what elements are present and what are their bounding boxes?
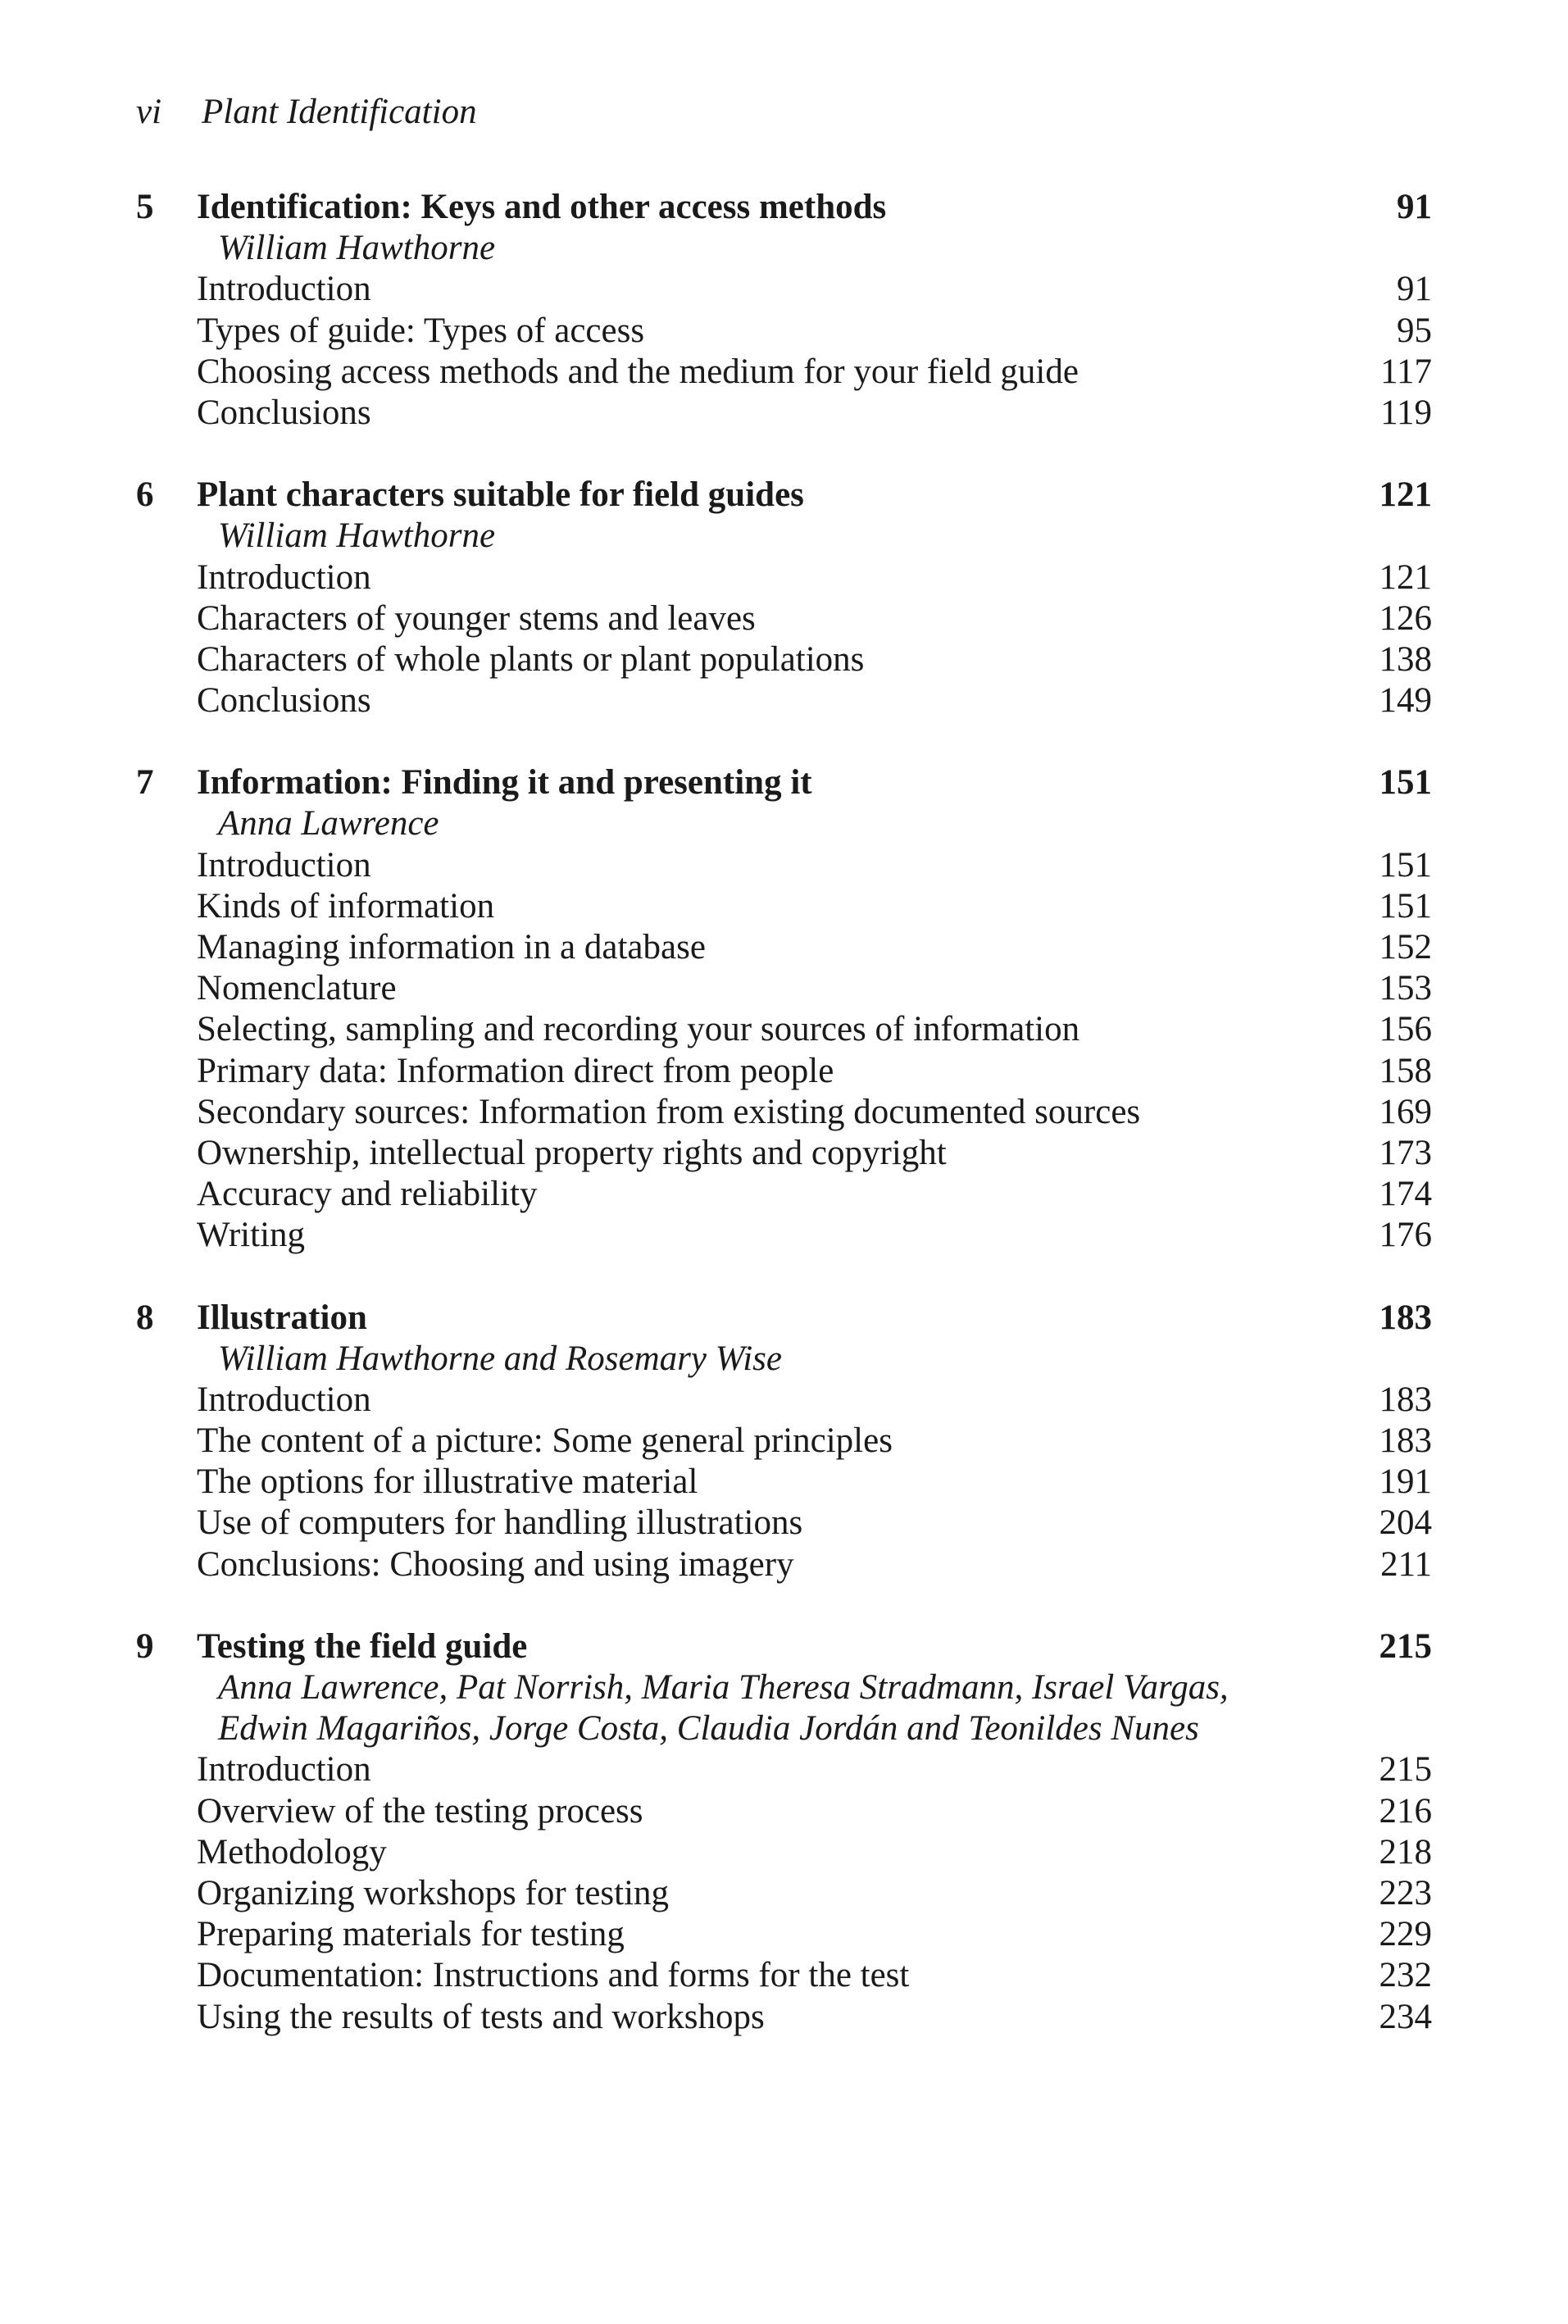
section-entry[interactable] <box>0 1791 1568 1832</box>
section-title: Types of guide: Types of access <box>197 311 645 350</box>
chapter-entry <box>0 762 1568 1256</box>
section-page-number: 215 <box>1379 1750 1432 1790</box>
section-title: The content of a picture: Some general principles <box>197 1421 893 1461</box>
section-title: Characters of younger stems and leaves <box>197 598 756 638</box>
section-page-number: 183 <box>1379 1380 1432 1419</box>
section-page-number: 117 <box>1380 352 1432 391</box>
chapter-page-number: 91 <box>1397 188 1432 226</box>
section-page-number: 176 <box>1379 1216 1432 1255</box>
section-title: Primary data: Information direct from people <box>197 1051 834 1090</box>
section-title: Selecting, sampling and recording your sources of information <box>197 1010 1080 1049</box>
section-page-number: 151 <box>1379 886 1432 926</box>
chapter-number: 8 <box>136 1298 154 1337</box>
section-title: Introduction <box>197 845 371 885</box>
section-page-number: 119 <box>1380 393 1432 432</box>
section-title: Preparing materials for testing <box>197 1915 625 1954</box>
table-of-contents <box>0 187 1568 2079</box>
section-entry[interactable] <box>0 968 1568 1009</box>
section-title: Introduction <box>197 557 371 597</box>
section-entry[interactable] <box>0 1092 1568 1133</box>
chapter-author-line <box>0 516 1568 557</box>
chapter-entry <box>0 1626 1568 2038</box>
chapter-author: Anna Lawrence <box>218 804 439 844</box>
chapter-author-line <box>0 228 1568 269</box>
chapter-heading[interactable] <box>0 762 1568 803</box>
chapter-entry <box>0 475 1568 721</box>
section-entry[interactable] <box>0 598 1568 639</box>
section-entry[interactable] <box>0 1955 1568 1996</box>
chapter-author: William Hawthorne <box>218 229 496 268</box>
chapter-page-number: 215 <box>1379 1626 1432 1666</box>
section-entry[interactable] <box>0 1873 1568 1914</box>
section-entry[interactable] <box>0 311 1568 352</box>
section-title: Introduction <box>197 1380 371 1419</box>
section-title: Introduction <box>197 1750 371 1790</box>
section-entry[interactable] <box>0 1009 1568 1050</box>
chapter-author-line <box>0 803 1568 844</box>
section-title: Ownership, intellectual property rights and copyright <box>197 1133 947 1172</box>
section-entry[interactable] <box>0 1749 1568 1790</box>
section-title: Overview of the testing process <box>197 1791 643 1831</box>
section-entry[interactable] <box>0 1380 1568 1421</box>
section-entry[interactable] <box>0 1462 1568 1503</box>
section-title: Using the results of tests and workshops <box>197 1997 765 2036</box>
section-page-number: 173 <box>1379 1133 1432 1172</box>
section-page-number: 218 <box>1379 1832 1432 1871</box>
section-title: Secondary sources: Information from existing documented sources <box>197 1092 1141 1131</box>
chapter-heading[interactable] <box>0 1298 1568 1339</box>
section-entry[interactable] <box>0 1503 1568 1544</box>
section-entry[interactable] <box>0 557 1568 598</box>
section-page-number: 126 <box>1379 598 1432 638</box>
chapter-page-number: 121 <box>1379 475 1432 515</box>
section-title: Writing <box>197 1216 306 1255</box>
chapter-title: Illustration <box>197 1298 367 1337</box>
section-entry[interactable] <box>0 1133 1568 1174</box>
chapter-author-line <box>0 1339 1568 1380</box>
section-page-number: 169 <box>1379 1092 1432 1131</box>
chapter-title: Information: Finding it and presenting it <box>197 763 812 803</box>
section-entry[interactable] <box>0 1215 1568 1256</box>
chapter-heading[interactable] <box>0 187 1568 228</box>
chapter-title: Plant characters suitable for field guides <box>197 475 804 515</box>
section-entry[interactable] <box>0 1174 1568 1215</box>
section-page-number: 156 <box>1379 1010 1432 1049</box>
chapter-heading[interactable] <box>0 1626 1568 1667</box>
chapter-author-line <box>0 1708 1568 1749</box>
section-page-number: 234 <box>1379 1997 1432 2036</box>
section-page-number: 174 <box>1379 1175 1432 1214</box>
chapter-number: 5 <box>136 188 154 226</box>
chapter-heading[interactable] <box>0 475 1568 516</box>
running-head-title: Plant Identification <box>202 93 477 131</box>
section-page-number: 223 <box>1379 1873 1432 1912</box>
section-title: Methodology <box>197 1832 387 1871</box>
section-page-number: 95 <box>1397 311 1432 350</box>
chapter-number: 6 <box>136 475 154 515</box>
section-entry[interactable] <box>0 1544 1568 1585</box>
chapter-page-number: 183 <box>1379 1298 1432 1337</box>
section-title: Documentation: Instructions and forms for the test <box>197 1956 910 1995</box>
chapter-author: Edwin Magariños, Jorge Costa, Claudia Jordán and Teonildes Nunes <box>218 1709 1199 1749</box>
section-page-number: 204 <box>1379 1503 1432 1543</box>
section-entry[interactable] <box>0 352 1568 393</box>
section-page-number: 232 <box>1379 1956 1432 1995</box>
section-entry[interactable] <box>0 1832 1568 1873</box>
chapter-number: 9 <box>136 1626 154 1666</box>
section-page-number: 191 <box>1379 1462 1432 1502</box>
section-entry[interactable] <box>0 845 1568 886</box>
section-entry[interactable] <box>0 639 1568 680</box>
section-entry[interactable] <box>0 680 1568 721</box>
chapter-title: Identification: Keys and other access methods <box>197 188 887 226</box>
section-title: Use of computers for handling illustrations <box>197 1503 803 1543</box>
chapter-author: William Hawthorne and Rosemary Wise <box>218 1339 782 1378</box>
section-title: Choosing access methods and the medium for your field guide <box>197 352 1079 391</box>
section-entry[interactable] <box>0 927 1568 968</box>
chapter-author: Anna Lawrence, Pat Norrish, Maria Theresa Stradmann, Israel Vargas, <box>218 1668 1229 1707</box>
section-page-number: 151 <box>1379 845 1432 885</box>
section-page-number: 216 <box>1379 1791 1432 1831</box>
section-page-number: 149 <box>1379 681 1432 721</box>
section-title: Characters of whole plants or plant populations <box>197 639 865 679</box>
section-entry[interactable] <box>0 1421 1568 1462</box>
chapter-author: William Hawthorne <box>218 516 496 556</box>
section-title: Conclusions <box>197 681 371 721</box>
section-entry[interactable] <box>0 1914 1568 1955</box>
section-title: Managing information in a database <box>197 928 706 966</box>
section-entry[interactable] <box>0 393 1568 434</box>
section-entry[interactable] <box>0 886 1568 927</box>
section-title: Organizing workshops for testing <box>197 1873 670 1912</box>
running-head <box>136 92 477 132</box>
chapter-author-line <box>0 1667 1568 1708</box>
section-title: Accuracy and reliability <box>197 1175 538 1214</box>
section-title: Kinds of information <box>197 886 495 926</box>
section-title: The options for illustrative material <box>197 1462 698 1502</box>
section-page-number: 138 <box>1379 639 1432 679</box>
section-page-number: 152 <box>1379 928 1432 966</box>
section-page-number: 91 <box>1397 270 1432 309</box>
section-title: Conclusions <box>197 393 371 432</box>
section-entry[interactable] <box>0 1051 1568 1092</box>
section-page-number: 211 <box>1380 1544 1432 1584</box>
section-entry[interactable] <box>0 269 1568 310</box>
chapter-number: 7 <box>136 763 154 803</box>
chapter-entry <box>0 187 1568 434</box>
chapter-page-number: 151 <box>1379 763 1432 803</box>
section-page-number: 153 <box>1379 969 1432 1008</box>
section-title: Conclusions: Choosing and using imagery <box>197 1544 794 1584</box>
section-page-number: 158 <box>1379 1051 1432 1090</box>
section-page-number: 229 <box>1379 1915 1432 1954</box>
section-page-number: 121 <box>1379 557 1432 597</box>
section-page-number: 183 <box>1379 1421 1432 1461</box>
section-entry[interactable] <box>0 1997 1568 2038</box>
page-folio: vi <box>136 93 162 131</box>
chapter-title: Testing the field guide <box>197 1626 528 1666</box>
section-title: Nomenclature <box>197 969 397 1008</box>
chapter-entry <box>0 1298 1568 1585</box>
section-title: Introduction <box>197 270 371 309</box>
